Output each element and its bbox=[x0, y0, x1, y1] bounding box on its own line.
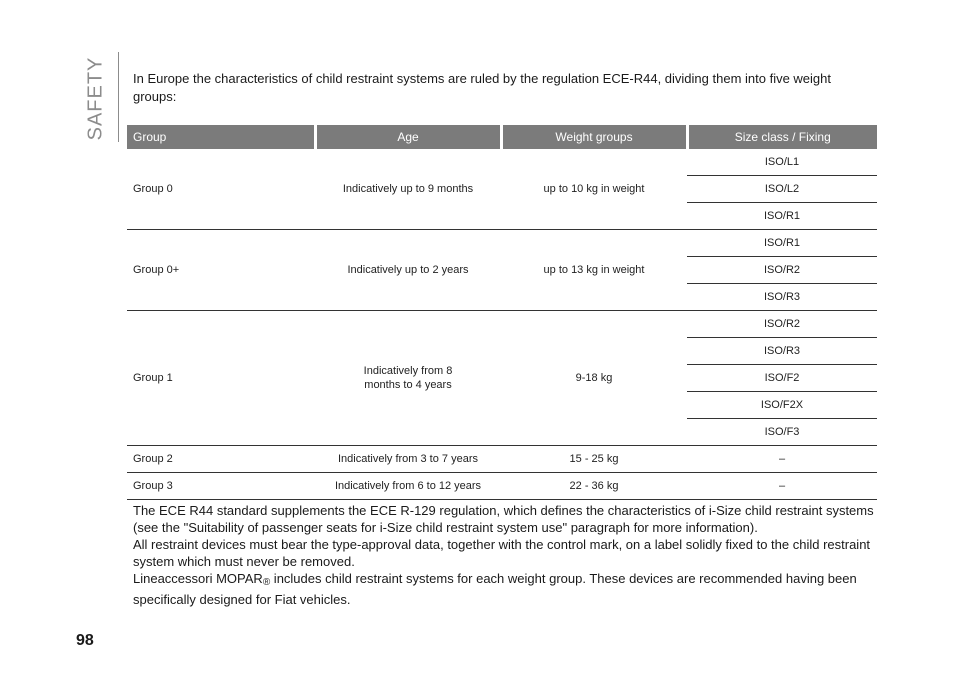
size-class-cell: ISO/F3 bbox=[687, 419, 877, 446]
header-group: Group bbox=[127, 125, 315, 149]
child-restraint-table bbox=[127, 125, 877, 500]
size-class-cell: ISO/F2X bbox=[687, 392, 877, 419]
size-class-cell: ISO/R1 bbox=[687, 203, 877, 230]
table-row bbox=[127, 473, 877, 500]
footer-notes bbox=[133, 502, 875, 608]
registered-mark: ® bbox=[262, 577, 271, 588]
size-class-cell: – bbox=[687, 446, 877, 473]
size-class-cell: ISO/L1 bbox=[687, 149, 877, 176]
size-class-cell: ISO/R1 bbox=[687, 230, 877, 257]
mopar-description: includes child restraint systems for each weight group. These devices are recommended having been specifically designed for Fiat vehicles. bbox=[133, 571, 857, 607]
header-weight: Weight groups bbox=[501, 125, 687, 149]
size-class-cell: ISO/R3 bbox=[687, 338, 877, 365]
header-age: Age bbox=[315, 125, 501, 149]
section-label-text: SAFETY bbox=[84, 56, 107, 140]
size-class-cell: ISO/L2 bbox=[687, 176, 877, 203]
group-cell: Group 0+ bbox=[127, 230, 315, 311]
age-cell: Indicatively up to 9 months bbox=[315, 149, 501, 230]
size-class-cell: ISO/R3 bbox=[687, 284, 877, 311]
footer-paragraph-2: All restraint devices must bear the type-approval data, together with the control mark, on a label solidly fixed to the child restraint system which must never be removed. bbox=[133, 537, 871, 569]
section-label bbox=[76, 58, 116, 138]
size-class-cell: – bbox=[687, 473, 877, 500]
group-cell: Group 1 bbox=[127, 311, 315, 446]
mopar-text: Lineaccessori MOPAR bbox=[133, 571, 263, 586]
age-cell: Indicatively from 3 to 7 years bbox=[315, 446, 501, 473]
table-header-row bbox=[127, 125, 877, 149]
weight-cell: 15 - 25 kg bbox=[501, 446, 687, 473]
age-cell: Indicatively from 6 to 12 years bbox=[315, 473, 501, 500]
size-class-cell: ISO/F2 bbox=[687, 365, 877, 392]
size-class-cell: ISO/R2 bbox=[687, 257, 877, 284]
table-row bbox=[127, 311, 877, 338]
group-cell: Group 3 bbox=[127, 473, 315, 500]
size-class-cell: ISO/R2 bbox=[687, 311, 877, 338]
weight-cell: up to 13 kg in weight bbox=[501, 230, 687, 311]
intro-text: In Europe the characteristics of child restraint systems are ruled by the regulation ECE-R44, dividing them into five weight groups: bbox=[133, 71, 832, 104]
header-size: Size class / Fixing bbox=[687, 125, 877, 149]
footer-paragraph-1: The ECE R44 standard supplements the ECE R-129 regulation, which defines the characteristics of i-Size child restraint systems (see the "Suitability of passenger seats for i-Size child restraint system use" paragraph for more information). bbox=[133, 503, 874, 535]
age-cell: Indicatively up to 2 years bbox=[315, 230, 501, 311]
table-row bbox=[127, 149, 877, 176]
weight-cell: 22 - 36 kg bbox=[501, 473, 687, 500]
table-row bbox=[127, 446, 877, 473]
age-cell: Indicatively from 8 months to 4 years bbox=[315, 311, 501, 446]
group-cell: Group 2 bbox=[127, 446, 315, 473]
weight-cell: up to 10 kg in weight bbox=[501, 149, 687, 230]
section-divider bbox=[118, 52, 119, 142]
footer-paragraph-3 bbox=[133, 570, 875, 608]
weight-cell: 9-18 kg bbox=[501, 311, 687, 446]
table-row bbox=[127, 230, 877, 257]
table-body bbox=[127, 149, 877, 500]
page-number: 98 bbox=[76, 632, 94, 649]
group-cell: Group 0 bbox=[127, 149, 315, 230]
